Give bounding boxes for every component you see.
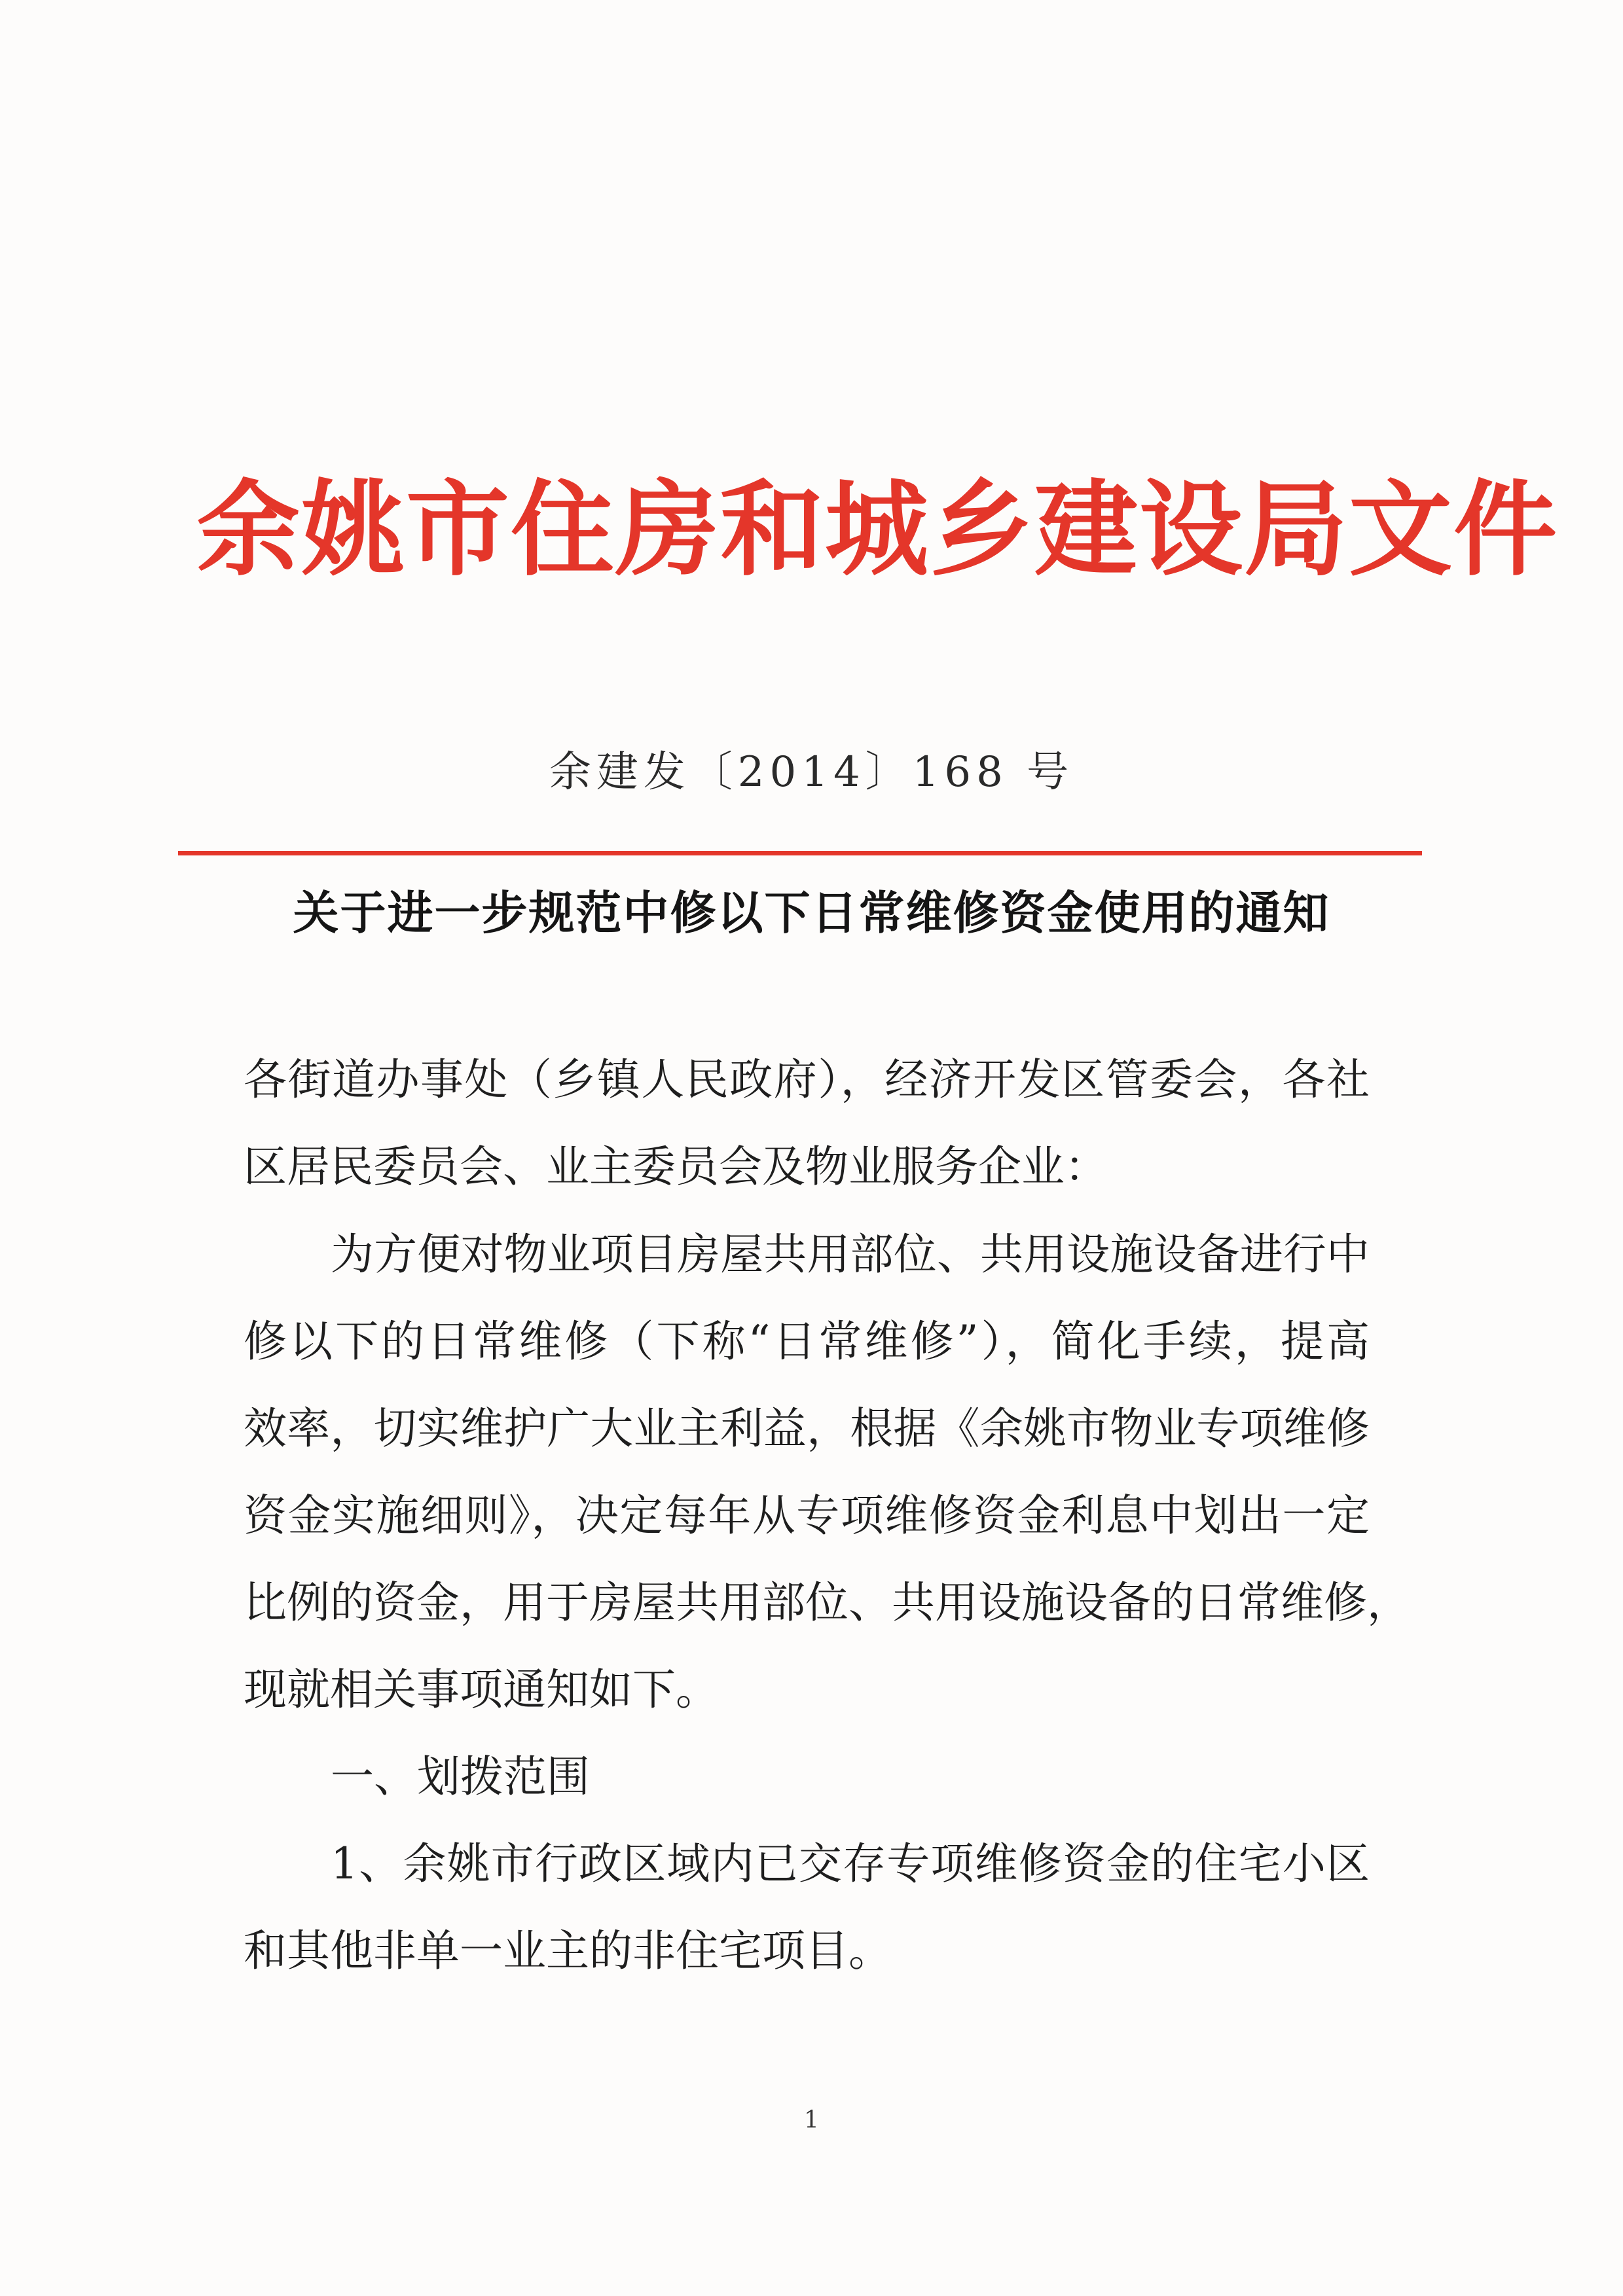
body-line-paragraph-5: 比例的资金，用于房屋共用部位、共用设施设备的日常维修， — [244, 1577, 1410, 1628]
body-line-paragraph-1: 为方便对物业项目房屋共用部位、共用设施设备进行中 — [331, 1229, 1370, 1280]
body-line-paragraph-4: 资金实施细则》，决定每年从专项维修资金利息中划出一定 — [244, 1490, 1370, 1541]
body-line-paragraph-3: 效率，切实维护广大业主利益，根据《余姚市物业专项维修 — [244, 1403, 1370, 1454]
body-line-addressee-2: 区居民委员会、业主委员会及物业服务企业： — [244, 1141, 1108, 1192]
body-line-item-1a: 1、余姚市行政区域内已交存专项维修资金的住宅小区 — [331, 1839, 1370, 1889]
document-number: 余建发〔2014〕168 号 — [549, 748, 1074, 797]
issuer-title: 余姚市住房和城乡建设局文件 — [196, 470, 1558, 590]
body-line-paragraph-2: 修以下的日常维修（下称“日常维修”），简化手续，提高 — [244, 1316, 1370, 1367]
page-number: 1 — [804, 2107, 819, 2134]
notice-title: 关于进一步规范中修以下日常维修资金使用的通知 — [293, 886, 1330, 940]
body-line-addressee-1: 各街道办事处（乡镇人民政府），经济开发区管委会，各社 — [244, 1054, 1370, 1105]
red-divider-rule — [178, 851, 1422, 855]
section-heading-scope: 一、划拨范围 — [331, 1751, 590, 1802]
body-line-item-1b: 和其他非单一业主的非住宅项目。 — [244, 1926, 892, 1976]
body-line-paragraph-6: 现就相关事项通知如下。 — [244, 1664, 719, 1715]
